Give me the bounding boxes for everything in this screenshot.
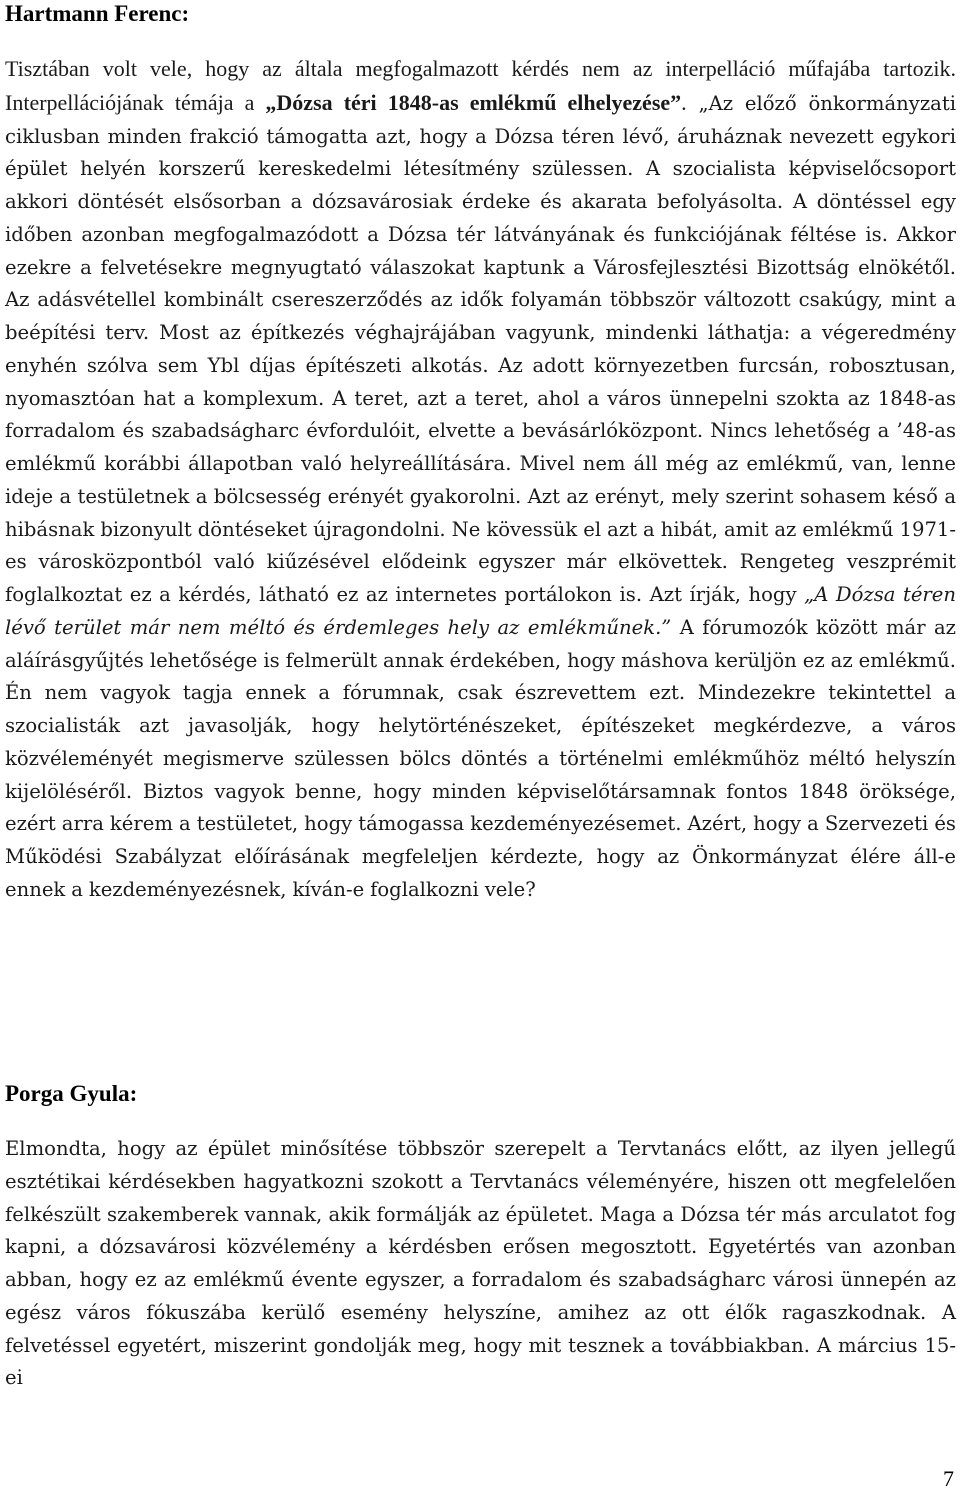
hartmann-body-start: „Az előző önkormányzati ciklusban minden frakció támogatta azt, hogy a Dózsa téren lévő, áruháznak nevezett egykori épület helyén korszerű kereskedelmi létesítmény szülessen. A szocialista képviselőcsoport akkori döntését elsősorban a dózsavárosiak érdeke és akarata befolyásolta. A döntéssel egy időben azonban megfogalmazódott a Dózsa tér látványának és funkciójának féltése is. Akkor ezekre a felvetésekre megnyugtató válaszokat kaptunk a Városfejlesztési Bizottság elnökétől. Az adásvétellel kombinált csereszerződés az idők folyamán többször változott csakúgy, mint a beépítési terv. Most az építkezés véghajrájában vagyunk, mindenki láthatja: a végeredmény enyhén szólva sem Ybl díjas építészeti alkotás. Az adott környezetben furcsán, robosztusan, nyomasztóan hat a komplexum. A teret, azt a teret, ahol a város ünnepelni szokta az 1848-as forradalom és szabadságharc évfordulóit, elvette a bevásárlóközpont. Nincs lehetőség a ’48-as emlékmű korábbi állapotban való helyreállítására. Mivel nem áll még az emlékmű, van, lenne ideje a testületnek a bölcsesség erényét gyakorolni. Azt az erényt, mely szerint sohasem késő a hibásnak bizonyult döntéseket újragondolni. Ne kövessük el azt a hibát, amit az emlékmű 1971-es városközpontból való kiűzésével elődeink egyszer már elkövettek. Rengeteg veszprémit foglalkoztat ez a kérdés, látható ez az internetes portálokon is. Azt írják, hogy (5, 91, 957, 606)
interpellation-intro: Tisztában volt vele, hogy az általa megfogalmazott kérdés nem az interpelláció műfajába tartozik. Interpellációjának témája a (5, 56, 956, 115)
forum-quote: „A Dózsa téren lévő terület már nem méltó és érdemleges hely az emlékműnek.” (5, 583, 957, 639)
interpellation-topic: „Dózsa téri 1848-as emlékmű elhelyezése” (265, 89, 682, 115)
hartmann-body-end: A fórumozók között már az aláírásgyűjtés lehetősége is felmerült annak érdekében, hogy máshova kerüljön ez az emlékmű. Én nem vagyok tagja ennek a fórumnak, csak észrevettem ezt. Mindezekre tekintettel a szocialisták azt javasolják, hogy helytörténészeket, építészeket megkérdezve, a város közvéleményét megismerve szülessen bölcs döntés a történelmi emlékműhöz méltó helyszín kijelöléséről. Biztos vagyok benne, hogy minden képviselőtársamnak fontos 1848 öröksége, ezért arra kérem a testületet, hogy támogassa kezdeményezésemet. Azért, hogy a Szervezeti és Működési Szabályzat előírásának megfeleljen kérdezte, hogy az Önkormányzat élére áll-e ennek a kezdeményezésnek, kíván-e foglalkozni vele? (5, 615, 956, 901)
porga-paragraph: Elmondta, hogy az épület minősítése többször szerepelt a Tervtanács előtt, az ilyen jellegű esztétikai kérdésekben hagyatkozni szokott a Tervtanács véleményére, hiszen ott megfelelően felkészült szakemberek vannak, akik formálják az épületet. Maga a Dózsa tér más arculatot fog kapni, a dózsavárosi közvélemény a kérdésben erősen megosztott. Egyetértés van azonban abban, hogy ez az emlékmű évente egyszer, a forradalom és szabadságharc városi ünnepén az egész város fókuszába kerülő esemény helyszíne, amihez az ott élők ragaszkodnak. A felvetéssel egyetért, miszerint gondolják meg, hogy mit tesznek a továbbiakban. A március 15-ei (5, 1137, 956, 1390)
speaker-heading-hartmann: Hartmann Ferenc: (5, 1, 190, 26)
hartmann-paragraph (5, 53, 956, 907)
speaker-heading-porga: Porga Gyula: (5, 1081, 138, 1106)
page-number: 7 (943, 1466, 954, 1491)
interpellation-intro-end: . (681, 89, 687, 115)
